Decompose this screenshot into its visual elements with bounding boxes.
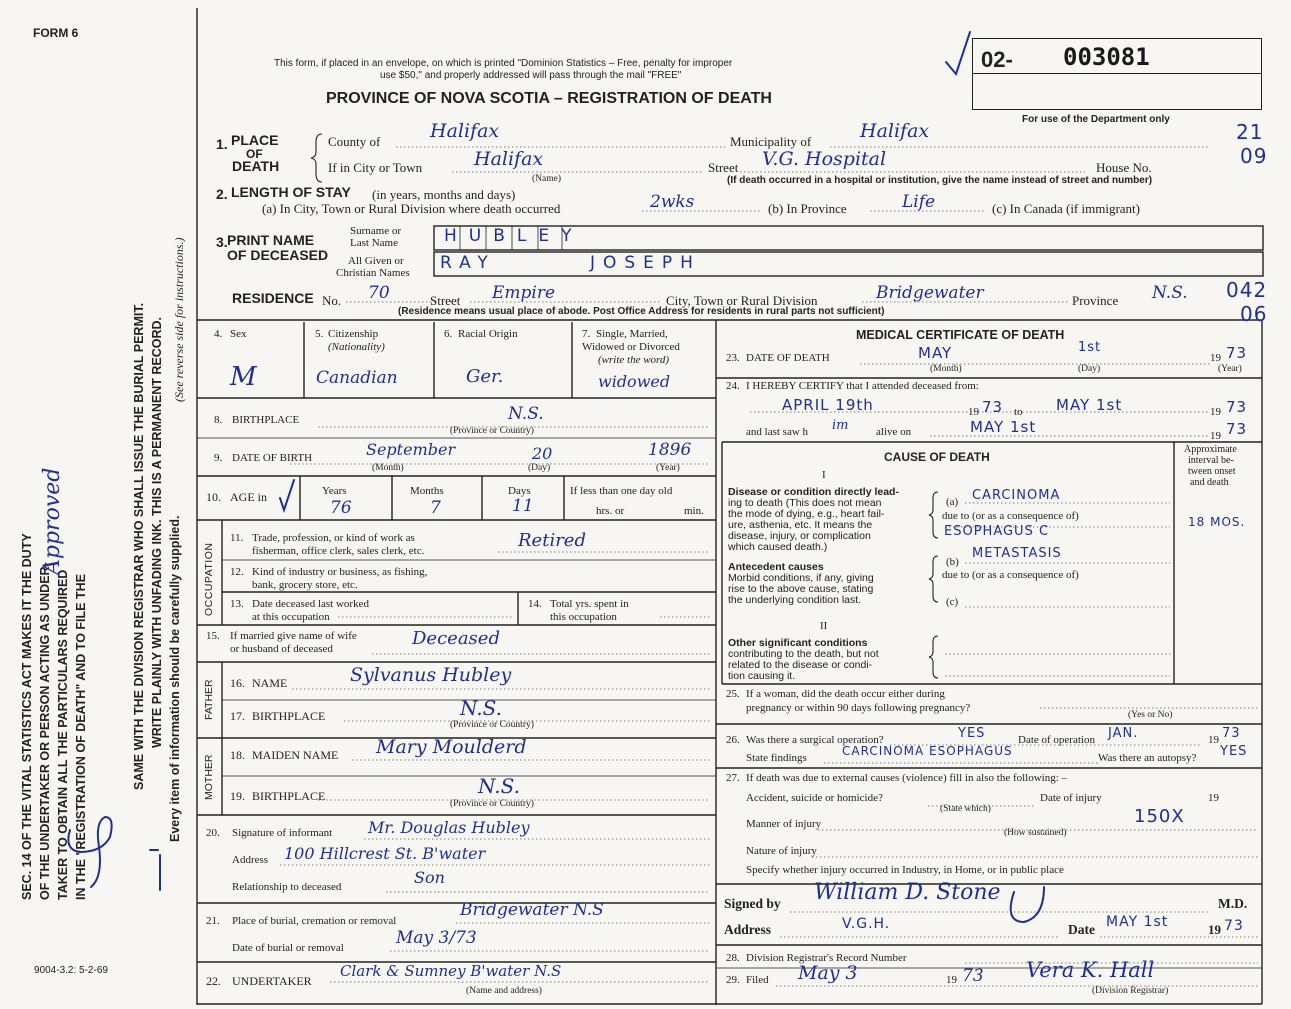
side-text-3: TAKER TO OBTAIN ALL THE PARTICULARS REQUIRED (56, 569, 70, 900)
cause-interval-h2: interval be- (1188, 455, 1234, 466)
s29-year: 73 (962, 966, 984, 986)
s9-month-sub: (Month) (372, 463, 404, 473)
s8-num: 8. (214, 414, 223, 426)
side-text-8: (See reverse side for instructions.) (172, 237, 186, 402)
residence-street: Empire (492, 283, 556, 303)
s23-num: 23. (726, 352, 740, 364)
s1-city-label: If in City or Town (328, 160, 423, 175)
cause-other-1: Other significant conditions (728, 637, 868, 649)
s27-code: 150X (1134, 806, 1185, 827)
s27-inj-date-label: Date of injury (1040, 792, 1102, 804)
reg-prefix: 02- (981, 47, 1013, 72)
s22-value: Clark & Sumney B'water N.S (340, 962, 562, 980)
s23-year-pre: 19 (1210, 352, 1221, 364)
s22-sub: (Name and address) (466, 986, 542, 996)
s7-value: widowed (598, 372, 671, 391)
s23-month-sub: (Month) (930, 364, 962, 374)
residence-city-label: City, Town or Rural Division (666, 293, 818, 308)
s9-day: 20 (532, 444, 553, 463)
cause-roman-1: I (822, 469, 826, 481)
s4-value: M (230, 362, 257, 392)
s26-date: JAN. (1108, 726, 1139, 741)
dept-code-1: 21 (1236, 120, 1264, 144)
s19-value: N.S. (478, 774, 520, 798)
s7-label-1: Single, Married, (596, 328, 668, 340)
s16-num: 16. (230, 676, 245, 690)
s10-months-label: Months (410, 485, 444, 497)
s13-label-2: at this occupation (252, 611, 330, 623)
s24-to: MAY 1st (1056, 396, 1123, 414)
s28-num: 28. (726, 952, 740, 964)
s24-from-year: 73 (982, 398, 1004, 416)
cause-due-2: due to (or as a consequence of) (942, 569, 1079, 581)
s29-label: Filed (746, 974, 769, 986)
s7-label-2: Widowed or Divorced (582, 341, 680, 353)
s12-num: 12. (230, 566, 244, 578)
s7-label-3: (write the word) (598, 354, 670, 366)
s26-year-pre: 19 (1208, 734, 1219, 746)
s3-label-1: PRINT NAME (227, 232, 315, 248)
s1-county-label: County of (328, 134, 381, 149)
s11-num: 11. (230, 532, 244, 544)
cause-interval-h1: Approximate (1184, 444, 1237, 455)
s17-sub: (Province or Country) (450, 720, 534, 730)
s20-rel-label: Relationship to deceased (232, 881, 342, 893)
s6-label: Racial Origin (458, 328, 518, 340)
s21-label: Place of burial, cremation or removal (232, 915, 397, 927)
cause-a: CARCINOMA (972, 488, 1061, 503)
s9-year-sub: (Year) (656, 463, 680, 473)
s24-alive-label: alive on (876, 426, 912, 438)
s18-value: Mary Moulderd (376, 736, 527, 758)
s5-value: Canadian (316, 368, 398, 388)
s29-sub: (Division Registrar) (1092, 986, 1169, 996)
s23-year-sub: (Year) (1218, 364, 1242, 374)
cause-a2: ESOPHAGUS C (944, 524, 1050, 539)
s20-addr-label: Address (232, 854, 269, 866)
s18-label: MAIDEN NAME (252, 748, 339, 762)
s10-lt-label: If less than one day old (570, 485, 673, 497)
s3-given-label-1: All Given or (348, 255, 404, 267)
signed-year-pre: 19 (1208, 922, 1221, 937)
s21-num: 21. (206, 915, 220, 927)
s3-given-2: JOSEPH (590, 253, 701, 273)
dept-use-label: For use of the Department only (1022, 114, 1170, 125)
s23-day-sub: (Day) (1078, 364, 1101, 374)
s21-date: May 3/73 (396, 928, 477, 948)
cause-direct-2: ing to death (This does not mean (728, 497, 882, 509)
cause-interval-h4: and death (1190, 477, 1229, 488)
page-title: PROVINCE OF NOVA SCOTIA – REGISTRATION OF DEATH (326, 90, 772, 107)
s2-num: 2. (216, 186, 228, 202)
s29-num: 29. (726, 974, 740, 986)
s1-street: V.G. Hospital (762, 148, 887, 170)
s24-to-year: 73 (1226, 398, 1248, 416)
s24-alive: MAY 1st (970, 418, 1037, 436)
s5-label: Citizenship (328, 328, 379, 340)
signed-date: MAY 1st (1106, 914, 1169, 930)
s20-num: 20. (206, 827, 220, 839)
s24-alive-year: 73 (1226, 420, 1248, 438)
residence-city: Bridgewater (876, 283, 984, 303)
s9-day-sub: (Day) (528, 463, 551, 473)
s8-sub: (Province or Country) (450, 426, 534, 436)
s11-label-2: fisherman, office clerk, sales clerk, etc. (252, 545, 425, 557)
s15-label-2: or husband of deceased (230, 643, 333, 655)
s17-value: N.S. (460, 696, 502, 720)
occupation-label: OCCUPATION (203, 542, 215, 616)
s25-label-2: pregnancy or within 90 days following pregnancy? (746, 702, 971, 714)
s24-last-him: im (832, 418, 849, 433)
cause-b-label: (b) (946, 556, 959, 568)
s21-value: Bridgewater N.S (460, 900, 604, 920)
s10-years-label: Years (322, 485, 347, 497)
cause-interval: 18 MOS. (1188, 515, 1246, 529)
s28-label: Division Registrar's Record Number (746, 952, 907, 964)
s2-label: LENGTH OF STAY (231, 184, 351, 200)
s24-num: 24. (726, 380, 740, 392)
s9-label: DATE OF BIRTH (232, 452, 313, 464)
s19-num: 19. (230, 789, 245, 803)
s11-value: Retired (518, 530, 586, 551)
s10-days-label: Days (508, 485, 531, 497)
cause-direct-3: the mode of dying, e.g., heart fail- (728, 508, 885, 520)
s20-label: Signature of informant (232, 827, 333, 839)
s29-registrar: Vera K. Hall (1026, 958, 1155, 982)
cause-ante-1: Antecedent causes (728, 561, 824, 573)
s3-label-2: OF DECEASED (227, 247, 329, 263)
signed-addr: V.G.H. (842, 916, 891, 932)
s16-label: NAME (252, 676, 288, 690)
s10-months: 7 (430, 498, 441, 518)
dept-code-3: 042 (1226, 278, 1268, 302)
s1-label-3: DEATH (232, 158, 280, 174)
s25-num: 25. (726, 688, 740, 700)
registration-number-box (972, 38, 1262, 110)
s5-num: 5. (315, 328, 324, 340)
residence-province: N.S. (1152, 283, 1188, 303)
s25-sub: (Yes or No) (1128, 710, 1173, 720)
s15-num: 15. (206, 630, 220, 642)
residence-no: 70 (368, 283, 390, 303)
cause-direct-5: disease, injury, or complication (728, 530, 871, 542)
residence-label: RESIDENCE (232, 290, 314, 306)
s17-label: BIRTHPLACE (252, 709, 326, 723)
s29-year-pre: 19 (946, 974, 957, 986)
s2-b-label: (b) In Province (768, 201, 847, 216)
s23-year: 73 (1226, 344, 1248, 362)
signed-year: 73 (1224, 918, 1244, 934)
cause-direct-1: Disease or condition directly lead- (728, 486, 899, 498)
s26-autopsy-label: Was there an autopsy? (1098, 752, 1197, 764)
s9-month: September (366, 440, 456, 459)
s18-num: 18. (230, 748, 245, 762)
s3-given-label-2: Christian Names (336, 267, 410, 279)
s24-last-label: and last saw h (746, 426, 809, 438)
s1-label-1: PLACE (231, 132, 279, 148)
s2-b: Life (902, 192, 936, 212)
s1-street-label: Street (708, 160, 739, 175)
s6-num: 6. (444, 328, 453, 340)
s6-value: Ger. (466, 366, 504, 387)
s26-value: YES (958, 726, 986, 741)
signed-value: William D. Stone (814, 880, 1001, 905)
s3-surname: HUBLEY (444, 226, 584, 246)
side-text-6: WRITE PLAINLY WITH UNFADING INK. THIS IS A PERMANENT RECORD. (150, 316, 164, 748)
s23-month: MAY (918, 344, 953, 362)
cause-other-3: related to the disease or condi- (728, 659, 873, 671)
cause-direct-4: ure, asthenia, etc. It means the (728, 519, 873, 531)
s17-num: 17. (230, 709, 245, 723)
s8-value: N.S. (508, 404, 544, 424)
s29-value: May 3 (798, 962, 858, 984)
cause-other-4: tion causing it. (728, 670, 796, 682)
s24-from-year-pre: 19 (968, 406, 979, 418)
s10-hrs: hrs. or (596, 505, 625, 517)
s15-label-1: If married give name of wife (230, 630, 357, 642)
side-text-7: Every item of information should be carefully supplied. (168, 515, 182, 842)
s19-sub: (Province or Country) (450, 799, 534, 809)
s3-surname-label-1: Surname or (350, 225, 402, 237)
s9-year: 1896 (648, 440, 692, 460)
cause-title: CAUSE OF DEATH (884, 450, 990, 464)
s10-num: 10. (206, 490, 221, 504)
cause-ante-4: the underlying condition last. (728, 594, 862, 606)
s1-note: (If death occurred in a hospital or institution, give the name instead of street and number) (727, 175, 1153, 186)
s10-days: 11 (512, 496, 534, 516)
cause-direct-6: which caused death.) (728, 541, 828, 553)
s23-label: DATE OF DEATH (746, 352, 830, 364)
s24-from: APRIL 19th (782, 396, 874, 414)
s24-to-year-pre: 19 (1210, 406, 1221, 418)
s4-num: 4. (214, 328, 223, 340)
s26-label: Was there a surgical operation? (746, 734, 884, 746)
signed-label: Signed by (724, 896, 781, 911)
s26-findings-label: State findings (746, 752, 807, 764)
s1-num: 1. (216, 136, 228, 152)
side-text-1: SEC. 14 OF THE VITAL STATISTICS ACT MAKES IT THE DUTY (20, 533, 34, 900)
s10-min: min. (684, 505, 704, 517)
s15-value: Deceased (412, 628, 500, 649)
s7-num: 7. (582, 328, 591, 340)
s14-num: 14. (528, 598, 542, 610)
cause-other-2: contributing to the death, but not (728, 648, 879, 660)
s10-label: AGE in (230, 490, 267, 504)
s24-alive-year-pre: 19 (1210, 430, 1221, 442)
cause-due-1: due to (or as a consequence of) (942, 510, 1079, 522)
s14-label-2: this occupation (550, 611, 617, 623)
s26-year: 73 (1222, 726, 1241, 741)
check-mark-top (946, 32, 970, 74)
s13-num: 13. (230, 598, 244, 610)
s13-label-1: Date deceased last worked (252, 598, 369, 610)
s27-label: If death was due to external causes (violence) fill in also the following: – (746, 772, 1068, 784)
cause-ante-2: Morbid conditions, if any, giving (728, 572, 874, 584)
s27-manner-label: Manner of injury (746, 818, 822, 830)
signed-md: M.D. (1218, 896, 1248, 911)
s20-value: Mr. Douglas Hubley (368, 818, 530, 837)
s19-label: BIRTHPLACE (252, 789, 326, 803)
s12-label-1: Kind of industry or business, as fishing, (252, 566, 428, 578)
s14-label-1: Total yrs. spent in (550, 598, 629, 610)
form-label: FORM 6 (33, 26, 79, 40)
s5-sub: (Nationality) (328, 341, 385, 353)
residence-province-label: Province (1072, 293, 1119, 308)
s27-acc-label: Accident, suicide or homicide? (746, 792, 883, 804)
s8-label: BIRTHPLACE (232, 414, 300, 426)
s2-sub: (in years, months and days) (372, 187, 516, 202)
side-text-4: IN THE "REGISTRATION OF DEATH" AND TO FILE THE (74, 574, 88, 900)
residence-note: (Residence means usual place of abode. Post Office Address for residents in rural parts not sufficient) (398, 306, 885, 317)
form-code: 9004-3.2: 5-2-69 (34, 965, 108, 976)
s2-a: 2wks (650, 192, 695, 212)
s3-given-1: RAY (440, 253, 496, 273)
s20-rel: Son (414, 868, 445, 887)
s27-specify-label: Specify whether injury occurred in Industry, in Home, or in public place (746, 864, 1064, 876)
s26-date-label: Date of operation (1018, 734, 1095, 746)
signed-date-label: Date (1068, 922, 1095, 937)
s24-label: I HEREBY CERTIFY that I attended deceased from: (746, 380, 979, 392)
s4-label: Sex (230, 328, 247, 340)
s27-num: 27. (726, 772, 740, 784)
cause-interval-h3: tween onset (1188, 466, 1236, 477)
residence-street-label: Street (430, 293, 461, 308)
medical-title: MEDICAL CERTIFICATE OF DEATH (856, 328, 1065, 342)
s22-label: UNDERTAKER (232, 974, 312, 988)
s26-num: 26. (726, 734, 740, 746)
s1-municipality: Halifax (860, 120, 930, 142)
s1-house-label: House No. (1096, 160, 1152, 175)
reg-number: 003081 (1063, 43, 1150, 71)
s1-municipality-label: Municipality of (730, 134, 812, 149)
s1-label-2: OF (246, 147, 263, 161)
cause-c-label: (c) (946, 596, 959, 608)
s16-value: Sylvanus Hubley (350, 664, 512, 686)
s27-nature-label: Nature of injury (746, 845, 817, 857)
dept-code-2: 09 (1240, 144, 1268, 168)
notice-line-2: use $50," and properly addressed will pass through the mail "FREE" (380, 70, 682, 81)
s3-num: 3. (216, 234, 228, 250)
s27-state-sub: (State which) (940, 804, 991, 814)
side-text-2: OF THE UNDERTAKER OR PERSON ACTING AS UNDER- (38, 562, 52, 900)
s24-to-label: to (1014, 406, 1023, 418)
father-label: FATHER (203, 679, 215, 720)
s21-date-label: Date of burial or removal (232, 942, 344, 954)
residence-no-label: No. (322, 293, 342, 308)
s1-name-sub: (Name) (532, 174, 562, 184)
s2-a-label: (a) In City, Town or Rural Division where death occurred (262, 201, 561, 216)
s22-num: 22. (206, 974, 221, 988)
s25-label-1: If a woman, did the death occur either during (746, 688, 945, 700)
s1-city: Halifax (474, 148, 544, 170)
cause-roman-2: II (820, 620, 828, 632)
cause-a-label: (a) (946, 496, 959, 508)
s2-c-label: (c) In Canada (if immigrant) (992, 201, 1140, 216)
approved-stamp: Approved (40, 467, 65, 575)
cause-ante-3: rise to the above cause, stating (728, 583, 874, 595)
signed-addr-label: Address (724, 922, 772, 937)
s23-day: 1st (1078, 340, 1102, 355)
s27-how-sub: (How sustained) (1004, 828, 1067, 838)
s11-label-1: Trade, profession, or kind of work as (252, 532, 415, 544)
notice-line-1: This form, if placed in an envelope, on which is printed "Dominion Statistics – Free, penalty for improper (274, 58, 733, 69)
s9-num: 9. (214, 452, 223, 464)
mother-label: MOTHER (203, 754, 215, 800)
dept-code-4: 06 (1240, 302, 1268, 326)
s26-autopsy: YES (1220, 744, 1248, 759)
side-text-5: SAME WITH THE DIVISION REGISTRAR WHO SHALL ISSUE THE BURIAL PERMIT. (132, 302, 146, 790)
s27-inj-year-pre: 19 (1208, 792, 1219, 804)
s12-label-2: bank, grocery store, etc. (252, 579, 358, 591)
s10-years: 76 (330, 498, 352, 518)
s26-findings: CARCINOMA ESOPHAGUS (842, 744, 1013, 758)
s20-addr: 100 Hillcrest St. B'water (284, 844, 486, 863)
s3-surname-label-2: Last Name (350, 237, 398, 249)
s1-county: Halifax (430, 120, 500, 142)
cause-b: METASTASIS (972, 546, 1062, 561)
